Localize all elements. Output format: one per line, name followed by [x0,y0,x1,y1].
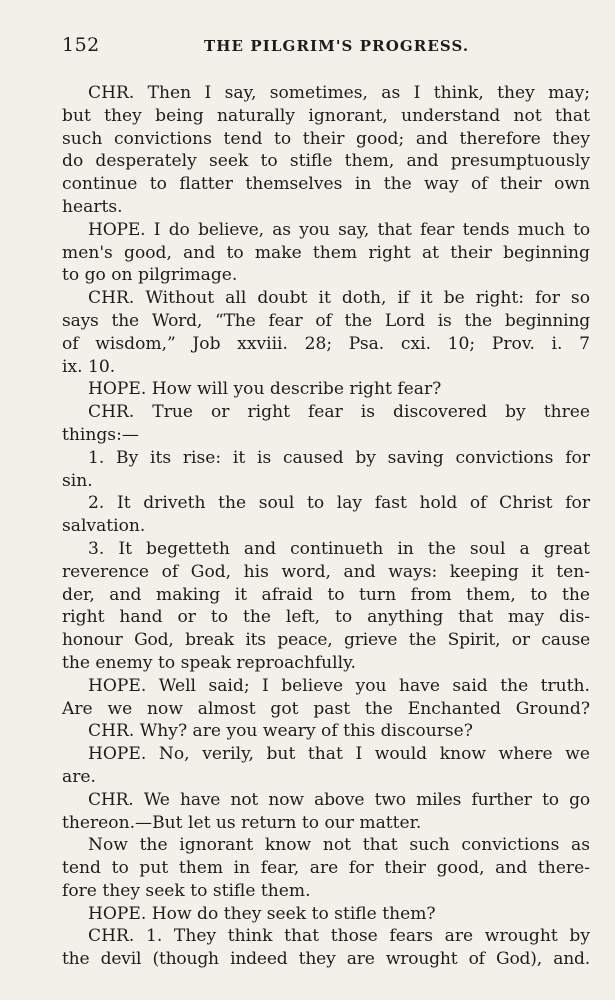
text-line: fore they seek to stifle them. [62,880,311,901]
text-line: such convictions tend to their good; and therefore they [62,128,590,149]
text-line: HOPE. Well said; I believe you have said the truth. [88,675,590,696]
text-line: CHR. Then I say, sometimes, as I think, they may; [88,83,590,103]
text-line: honour God, break its peace, grieve the Spirit, or cause [62,630,590,651]
text-line: CHR. Without all doubt it doth, if it be right: for so [88,288,590,309]
text-line: of wisdom,” Job xxviii. 28; Psa. cxi. 10; Prov. i. 7 [62,333,590,354]
text-line: HOPE. How do they seek to stifle them? [88,903,436,924]
running-title: THE PILGRIM'S PROGRESS. [204,37,470,55]
text-line: reverence of God, his word, and ways: keeping it ten- [62,561,590,582]
text-line: 1. By its rise: it is caused by saving convictions for [88,447,590,468]
text-line: the devil (though indeed they are wrought of God), and. [62,949,590,970]
page-number: 152 [62,34,100,56]
text-line: the enemy to speak reproachfully. [62,652,356,673]
text-line: sin. [62,470,93,491]
text-line: things:— [62,424,139,445]
text-line: right hand or to the left, to anything that may dis- [62,607,590,628]
text-line: salvation. [62,516,146,537]
text-line: CHR. True or right fear is discovered by three [88,402,590,423]
text-line: Now the ignorant know not that such convictions as [88,835,590,856]
text-line: 3. It begetteth and continueth in the soul a great [88,538,590,559]
text-line: CHR. Why? are you weary of this discourse? [88,721,473,742]
text-line: thereon.—But let us return to our matter. [62,812,422,833]
text-line: ix. 10. [62,356,116,377]
text-line: Are we now almost got past the Enchanted Ground? [62,698,590,719]
text-line: do desperately seek to stifle them, and presumptuously [62,151,590,172]
text-line: CHR. 1. They think that those fears are wrought by [88,926,590,947]
text-line: HOPE. I do believe, as you say, that fear tends much to [88,219,590,240]
page-body [62,82,590,971]
text-line: to go on pilgrimage. [62,265,238,286]
text-line: but they being naturally ignorant, understand not that [62,105,590,126]
text-line: CHR. We have not now above two miles further to go [88,789,590,810]
page-header [62,34,590,58]
text-line: hearts. [62,196,123,217]
text-line: men's good, and to make them right at their beginning [62,242,590,263]
text-line: der, and making it afraid to turn from them, to the [62,584,590,605]
text-line: says the Word, “The fear of the Lord is the beginning [62,310,590,331]
text-line: tend to put them in fear, are for their good, and there- [62,858,590,879]
text-line: HOPE. How will you describe right fear? [88,379,442,400]
text-line: are. [62,766,96,787]
text-line: continue to flatter themselves in the way of their own [62,174,590,195]
text-line: 2. It driveth the soul to lay fast hold of Christ for [88,493,590,514]
text-line: HOPE. No, verily, but that I would know where we [88,744,590,765]
